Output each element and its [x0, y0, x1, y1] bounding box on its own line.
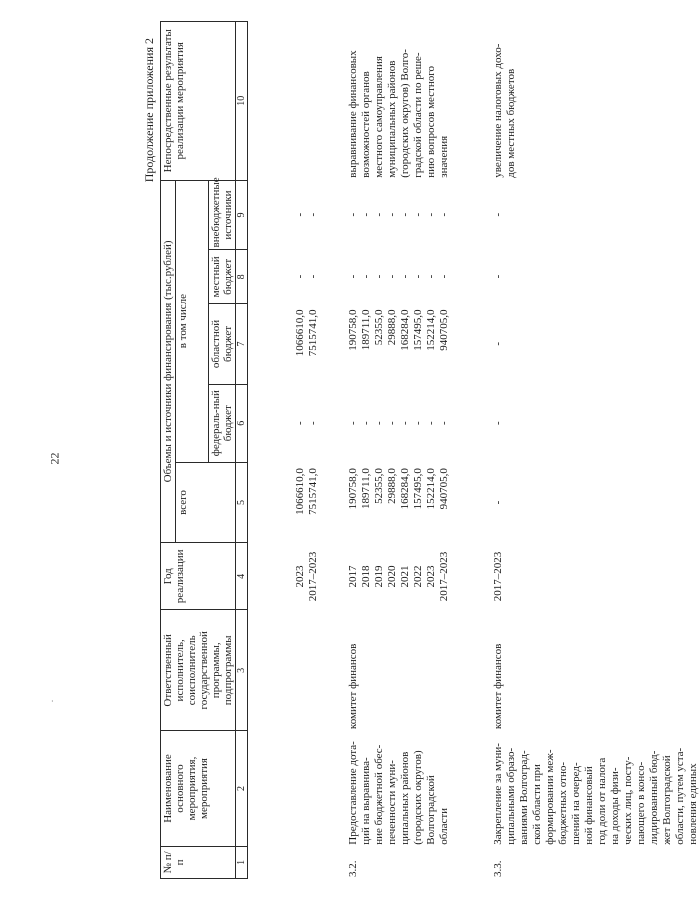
- item-name-line: ской области при: [531, 764, 543, 845]
- regional-cell: -: [492, 341, 504, 346]
- header-executor: Ответственный исполнитель, соисполнитель государственной программы, подпрограммы: [161, 610, 236, 731]
- extrabudget-cell: -: [307, 212, 319, 217]
- local-cell: -: [438, 274, 450, 279]
- federal-cell: -: [412, 421, 424, 425]
- rows-continued: [294, 21, 320, 879]
- regional-cell: 152214,0: [425, 309, 437, 351]
- federal-cell: -: [347, 421, 359, 425]
- federal-cell: -: [399, 421, 411, 425]
- item-name: [347, 731, 451, 847]
- index-cell: 6: [236, 384, 248, 462]
- scan-mark: ·: [51, 697, 54, 706]
- header-federal: федераль-ный бюджет: [209, 384, 236, 462]
- index-cell: 3: [236, 610, 248, 731]
- header-year: Год реализации: [161, 543, 236, 610]
- item-name-line: (городских округов): [412, 750, 424, 845]
- continuation-note: Продолжение приложения 2: [142, 38, 156, 183]
- total-cell: 168284,0: [399, 468, 411, 510]
- federal-cell: -: [425, 421, 437, 425]
- federal-cell: -: [294, 421, 306, 425]
- extrabudget-cell: -: [399, 212, 411, 217]
- item-name-line: Закрепление за муни-: [492, 743, 504, 845]
- index-cell: 10: [236, 22, 248, 181]
- total-cell: 29888,0: [386, 468, 398, 504]
- year-cell: 2017–2023: [492, 551, 504, 602]
- total-cell: 940705,0: [438, 468, 450, 510]
- item-result: [347, 21, 451, 180]
- item-result-line: муниципальных районов: [386, 60, 398, 178]
- extrabudget-cell: -: [492, 212, 504, 217]
- regional-cell: 168284,0: [399, 309, 411, 351]
- extrabudget-cell: -: [386, 212, 398, 217]
- item-name-line: ципальными образо-: [505, 747, 517, 845]
- item-name-line: области: [438, 807, 450, 845]
- local-cell: -: [492, 274, 504, 279]
- regional-cell: 29888,0: [386, 309, 398, 346]
- total-cell: 1066610,0: [294, 468, 306, 515]
- item-result-line: выравнивание финансовых: [347, 50, 359, 178]
- header-regional: областной бюджет: [209, 304, 236, 385]
- item-name-line: на доходы физи-: [609, 767, 621, 845]
- table-row: [492, 21, 700, 879]
- item-name-line: формировании меж-: [544, 749, 556, 845]
- total-cell: 152214,0: [425, 468, 437, 510]
- item-name-line: Предоставление дота-: [347, 741, 359, 845]
- year-cell: 2023: [425, 565, 437, 588]
- regional-cell: 157495,0: [412, 309, 424, 351]
- item-name-line: области, путем уста-: [674, 747, 686, 845]
- table-row: [307, 21, 320, 879]
- extrabudget-cell: -: [360, 212, 372, 217]
- item-name-line: год доли от налога: [596, 757, 608, 845]
- header-name: Наименование основного мероприятия, мероприятия: [161, 731, 236, 847]
- extrabudget-cell: -: [438, 212, 450, 217]
- item-name-line: ципальных районов: [399, 751, 411, 845]
- item-executor: комитет финансов: [492, 643, 504, 730]
- federal-cell: -: [492, 421, 504, 425]
- index-cell: 2: [236, 731, 248, 847]
- item-name-line: ческих лиц, посту-: [622, 756, 634, 845]
- item-result-line: возможностей органов: [360, 71, 372, 178]
- item-3-2: [347, 21, 451, 879]
- rotated-content: [142, 20, 699, 885]
- regional-cell: 7515741,0: [307, 309, 319, 357]
- item-name-line: Волгоградской: [425, 775, 437, 845]
- item-name-line: шений на очеред-: [570, 762, 582, 845]
- regional-cell: 1066610,0: [294, 309, 306, 357]
- year-cell: 2017–2023: [438, 551, 450, 602]
- federal-cell: -: [360, 421, 372, 425]
- header-num: № п/п: [161, 846, 236, 878]
- local-cell: -: [294, 274, 306, 279]
- item-name: [492, 731, 700, 847]
- header-local: местный бюджет: [209, 250, 236, 304]
- year-cell: 2022: [412, 565, 424, 588]
- table-header: [160, 21, 248, 879]
- item-number: 3.2.: [347, 860, 359, 877]
- extrabudget-cell: -: [412, 212, 424, 217]
- item-result-line: (городских округов) Волго-: [399, 49, 411, 178]
- item-result-line: градской области по реше-: [412, 52, 424, 178]
- item-3-3: [492, 21, 700, 879]
- regional-cell: 52355,0: [373, 309, 385, 346]
- item-result-line: местного самоуправления: [373, 56, 385, 178]
- local-cell: -: [307, 274, 319, 279]
- local-cell: -: [373, 274, 385, 279]
- year-cell: 2017: [347, 565, 359, 588]
- federal-cell: -: [438, 421, 450, 425]
- index-cell: 8: [236, 250, 248, 304]
- item-name-line: новления единых: [687, 763, 699, 845]
- extrabudget-cell: -: [347, 212, 359, 217]
- item-name-line: жет Волгоградской: [661, 755, 673, 845]
- header-funding: Объемы и источники финансирования (тыс.рублей): [161, 180, 176, 543]
- item-result-line: нию вопросов местного: [425, 65, 437, 178]
- extrabudget-cell: -: [373, 212, 385, 217]
- table-row: [294, 21, 307, 879]
- index-cell: 4: [236, 543, 248, 610]
- header-extrabudget: внебюджетные источники: [209, 180, 236, 250]
- regional-cell: 189711,0: [360, 309, 372, 351]
- item-name-line: ций на выравнива-: [360, 757, 372, 845]
- total-cell: 189711,0: [360, 468, 372, 509]
- year-cell: 2020: [386, 565, 398, 588]
- local-cell: -: [347, 274, 359, 279]
- extrabudget-cell: -: [425, 212, 437, 217]
- regional-cell: 940705,0: [438, 309, 450, 351]
- header-result: Непосредственные результаты реализации мероприятия: [161, 22, 236, 181]
- index-cell: 5: [236, 462, 248, 543]
- year-cell: 2018: [360, 565, 372, 588]
- item-number: 3.3.: [492, 860, 504, 877]
- year-cell: 2017–2023: [307, 551, 319, 602]
- item-name-line: бюджетных отно-: [557, 761, 569, 845]
- total-cell: 190758,0: [347, 468, 359, 510]
- header-including: в том числе: [176, 180, 209, 462]
- item-result: [492, 21, 700, 180]
- item-name-line: печенности муни-: [386, 760, 398, 845]
- table-row: [347, 21, 360, 879]
- local-cell: -: [360, 274, 372, 279]
- extrabudget-cell: -: [294, 212, 306, 217]
- federal-cell: -: [307, 421, 319, 425]
- local-cell: -: [399, 274, 411, 279]
- item-result-line: значения: [438, 135, 450, 178]
- page-number: 22: [47, 452, 62, 465]
- item-executor: комитет финансов: [347, 643, 359, 730]
- item-name-line: пающего в консо-: [635, 761, 647, 845]
- item-result-line: дов местных бюджетов: [505, 68, 517, 178]
- item-name-line: ние бюджетной обес-: [373, 744, 385, 845]
- year-cell: 2019: [373, 565, 385, 588]
- header-total: всего: [176, 462, 236, 543]
- item-name-line: лидированный бюд-: [648, 750, 660, 845]
- total-cell: -: [492, 500, 504, 505]
- item-name-line: ной финансовый: [583, 766, 595, 845]
- item-result-line: увеличение налоговых дохо-: [492, 43, 504, 178]
- regional-cell: 190758,0: [347, 309, 359, 351]
- item-name-line: ваниями Волгоград-: [518, 750, 530, 845]
- federal-cell: -: [386, 421, 398, 425]
- local-cell: -: [425, 274, 437, 279]
- index-cell: 7: [236, 304, 248, 385]
- total-cell: 157495,0: [412, 468, 424, 510]
- total-cell: 52355,0: [373, 468, 385, 504]
- index-cell: 9: [236, 180, 248, 250]
- year-cell: 2021: [399, 565, 411, 588]
- year-cell: 2023: [294, 565, 306, 588]
- index-cell: 1: [236, 846, 248, 878]
- local-cell: -: [412, 274, 424, 279]
- total-cell: 7515741,0: [307, 468, 319, 515]
- federal-cell: -: [373, 421, 385, 425]
- local-cell: -: [386, 274, 398, 279]
